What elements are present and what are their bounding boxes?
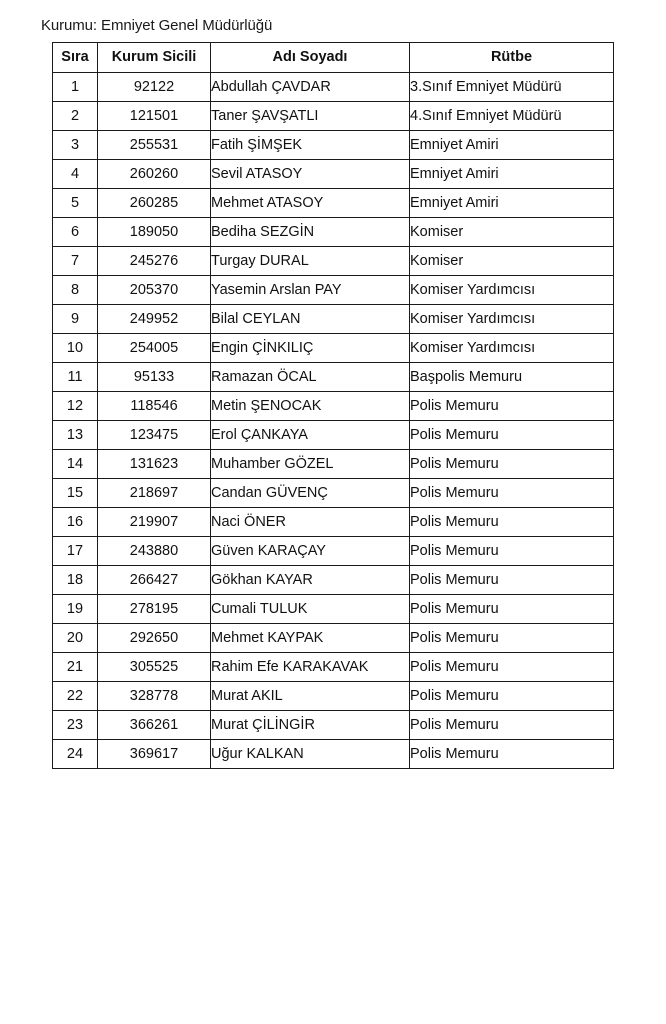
cell-registry-number: 260260 xyxy=(98,160,211,189)
cell-full-name: Candan GÜVENÇ xyxy=(211,479,410,508)
cell-full-name: Cumali TULUK xyxy=(211,595,410,624)
cell-full-name: Uğur KALKAN xyxy=(211,740,410,769)
cell-full-name: Sevil ATASOY xyxy=(211,160,410,189)
cell-row-number: 3 xyxy=(53,131,98,160)
table-row xyxy=(53,363,614,392)
cell-row-number: 17 xyxy=(53,537,98,566)
table-row xyxy=(53,740,614,769)
cell-row-number: 21 xyxy=(53,653,98,682)
institution-line: Kurumu: Emniyet Genel Müdürlüğü xyxy=(41,17,273,34)
cell-registry-number: 245276 xyxy=(98,247,211,276)
cell-registry-number: 243880 xyxy=(98,537,211,566)
table-row xyxy=(53,334,614,363)
cell-full-name: Erol ÇANKAYA xyxy=(211,421,410,450)
cell-registry-number: 131623 xyxy=(98,450,211,479)
cell-full-name: Rahim Efe KARAKAVAK xyxy=(211,653,410,682)
cell-row-number: 19 xyxy=(53,595,98,624)
cell-full-name: Taner ŞAVŞATLI xyxy=(211,102,410,131)
cell-registry-number: 369617 xyxy=(98,740,211,769)
cell-rank: Polis Memuru xyxy=(410,450,614,479)
cell-full-name: Güven KARAÇAY xyxy=(211,537,410,566)
cell-full-name: Ramazan ÖCAL xyxy=(211,363,410,392)
table-row xyxy=(53,566,614,595)
cell-full-name: Yasemin Arslan PAY xyxy=(211,276,410,305)
cell-rank: Polis Memuru xyxy=(410,711,614,740)
cell-row-number: 12 xyxy=(53,392,98,421)
cell-full-name: Mehmet ATASOY xyxy=(211,189,410,218)
cell-row-number: 18 xyxy=(53,566,98,595)
cell-row-number: 11 xyxy=(53,363,98,392)
cell-row-number: 22 xyxy=(53,682,98,711)
header-kurum-sicili: Kurum Sicili xyxy=(98,43,211,73)
table-row xyxy=(53,305,614,334)
cell-full-name: Metin ŞENOCAK xyxy=(211,392,410,421)
cell-rank: 3.Sınıf Emniyet Müdürü xyxy=(410,73,614,102)
cell-full-name: Muhamber GÖZEL xyxy=(211,450,410,479)
cell-full-name: Fatih ŞİMŞEK xyxy=(211,131,410,160)
cell-rank: Komiser Yardımcısı xyxy=(410,334,614,363)
header-adi-soyadi: Adı Soyadı xyxy=(211,43,410,73)
cell-rank: Polis Memuru xyxy=(410,595,614,624)
cell-registry-number: 118546 xyxy=(98,392,211,421)
cell-registry-number: 255531 xyxy=(98,131,211,160)
cell-row-number: 5 xyxy=(53,189,98,218)
table-row xyxy=(53,508,614,537)
header-sira: Sıra xyxy=(53,43,98,73)
table-row xyxy=(53,711,614,740)
table-header-row xyxy=(53,43,614,73)
table-row xyxy=(53,392,614,421)
table-row xyxy=(53,73,614,102)
cell-full-name: Abdullah ÇAVDAR xyxy=(211,73,410,102)
cell-full-name: Murat ÇİLİNGİR xyxy=(211,711,410,740)
table-row xyxy=(53,537,614,566)
cell-registry-number: 219907 xyxy=(98,508,211,537)
personnel-table xyxy=(52,42,614,769)
cell-rank: Polis Memuru xyxy=(410,682,614,711)
table-body xyxy=(53,73,614,769)
cell-rank: Polis Memuru xyxy=(410,740,614,769)
cell-row-number: 7 xyxy=(53,247,98,276)
table-row xyxy=(53,276,614,305)
cell-registry-number: 278195 xyxy=(98,595,211,624)
cell-registry-number: 260285 xyxy=(98,189,211,218)
cell-rank: Komiser xyxy=(410,218,614,247)
cell-row-number: 14 xyxy=(53,450,98,479)
cell-row-number: 10 xyxy=(53,334,98,363)
table-row xyxy=(53,653,614,682)
cell-row-number: 15 xyxy=(53,479,98,508)
cell-row-number: 1 xyxy=(53,73,98,102)
table-row xyxy=(53,160,614,189)
cell-registry-number: 305525 xyxy=(98,653,211,682)
cell-registry-number: 249952 xyxy=(98,305,211,334)
cell-rank: Polis Memuru xyxy=(410,624,614,653)
cell-row-number: 8 xyxy=(53,276,98,305)
cell-row-number: 13 xyxy=(53,421,98,450)
cell-full-name: Mehmet KAYPAK xyxy=(211,624,410,653)
cell-rank: Komiser Yardımcısı xyxy=(410,305,614,334)
table-row xyxy=(53,624,614,653)
cell-row-number: 16 xyxy=(53,508,98,537)
cell-rank: Polis Memuru xyxy=(410,566,614,595)
table-row xyxy=(53,218,614,247)
cell-row-number: 24 xyxy=(53,740,98,769)
cell-row-number: 20 xyxy=(53,624,98,653)
cell-registry-number: 254005 xyxy=(98,334,211,363)
cell-rank: Polis Memuru xyxy=(410,479,614,508)
cell-rank: Emniyet Amiri xyxy=(410,189,614,218)
cell-rank: Polis Memuru xyxy=(410,421,614,450)
cell-full-name: Turgay DURAL xyxy=(211,247,410,276)
cell-registry-number: 328778 xyxy=(98,682,211,711)
cell-registry-number: 218697 xyxy=(98,479,211,508)
cell-row-number: 6 xyxy=(53,218,98,247)
cell-rank: Polis Memuru xyxy=(410,537,614,566)
cell-rank: Polis Memuru xyxy=(410,508,614,537)
table-row xyxy=(53,189,614,218)
cell-rank: Polis Memuru xyxy=(410,392,614,421)
table-row xyxy=(53,131,614,160)
cell-registry-number: 366261 xyxy=(98,711,211,740)
cell-rank: 4.Sınıf Emniyet Müdürü xyxy=(410,102,614,131)
cell-row-number: 2 xyxy=(53,102,98,131)
cell-registry-number: 95133 xyxy=(98,363,211,392)
cell-registry-number: 189050 xyxy=(98,218,211,247)
cell-row-number: 23 xyxy=(53,711,98,740)
cell-registry-number: 123475 xyxy=(98,421,211,450)
cell-row-number: 4 xyxy=(53,160,98,189)
table-row xyxy=(53,450,614,479)
table-row xyxy=(53,682,614,711)
cell-rank: Polis Memuru xyxy=(410,653,614,682)
cell-full-name: Engin ÇİNKILIÇ xyxy=(211,334,410,363)
cell-full-name: Naci ÖNER xyxy=(211,508,410,537)
cell-rank: Emniyet Amiri xyxy=(410,160,614,189)
cell-rank: Başpolis Memuru xyxy=(410,363,614,392)
cell-registry-number: 205370 xyxy=(98,276,211,305)
cell-full-name: Gökhan KAYAR xyxy=(211,566,410,595)
table-row xyxy=(53,595,614,624)
cell-registry-number: 121501 xyxy=(98,102,211,131)
header-rutbe: Rütbe xyxy=(410,43,614,73)
cell-row-number: 9 xyxy=(53,305,98,334)
cell-registry-number: 92122 xyxy=(98,73,211,102)
table-row xyxy=(53,421,614,450)
cell-rank: Komiser xyxy=(410,247,614,276)
cell-full-name: Bediha SEZGİN xyxy=(211,218,410,247)
table-row xyxy=(53,102,614,131)
cell-registry-number: 292650 xyxy=(98,624,211,653)
table-row xyxy=(53,247,614,276)
table-row xyxy=(53,479,614,508)
cell-rank: Emniyet Amiri xyxy=(410,131,614,160)
cell-rank: Komiser Yardımcısı xyxy=(410,276,614,305)
cell-full-name: Bilal CEYLAN xyxy=(211,305,410,334)
cell-full-name: Murat AKIL xyxy=(211,682,410,711)
cell-registry-number: 266427 xyxy=(98,566,211,595)
